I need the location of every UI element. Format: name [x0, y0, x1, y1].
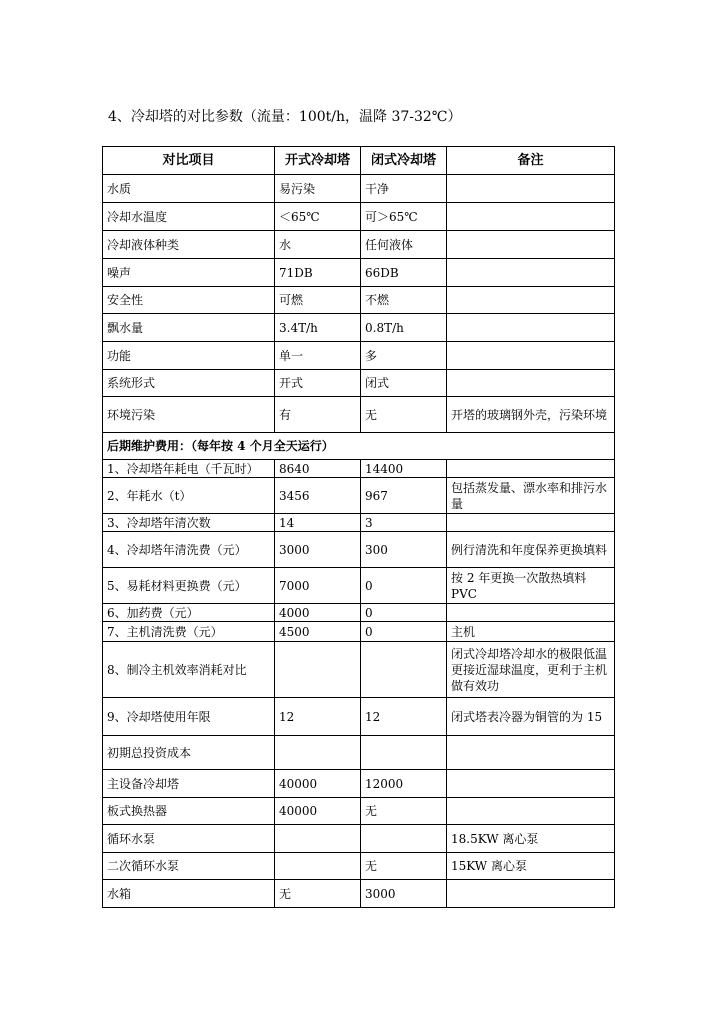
cell-open-tower: 71DB: [275, 259, 361, 287]
cell-item: 安全性: [103, 287, 275, 314]
cell-closed-tower: 不燃: [361, 287, 447, 314]
cell-item: 1、冷却塔年耗电（千瓦时）: [103, 460, 275, 478]
cell-closed-tower: 66DB: [361, 259, 447, 287]
cell-item: 初期总投资成本: [103, 736, 275, 770]
cell-item: 系统形式: [103, 370, 275, 397]
cell-closed-tower: 0: [361, 568, 447, 604]
table-row: [103, 880, 615, 908]
cell-remarks: [447, 259, 615, 287]
section-row-group: [103, 433, 615, 460]
header-row: [103, 147, 615, 175]
cell-closed-tower: [361, 736, 447, 770]
cell-open-tower: 易污染: [275, 175, 361, 203]
comparison-table: [102, 146, 615, 908]
cell-open-tower: 7000: [275, 568, 361, 604]
cell-remarks: 18.5KW 离心泵: [447, 825, 615, 853]
properties-rows: [103, 175, 615, 433]
cell-open-tower: 开式: [275, 370, 361, 397]
cell-item: 8、制冷主机效率消耗对比: [103, 642, 275, 698]
cell-remarks: 闭式冷却塔冷却水的极限低温更接近湿球温度，更利于主机做有效功: [447, 642, 615, 698]
table-row: [103, 342, 615, 370]
cell-closed-tower: 0.8T/h: [361, 314, 447, 342]
table-row: [103, 622, 615, 642]
table-row: [103, 825, 615, 853]
maintenance-rows: [103, 460, 615, 908]
table-row: [103, 370, 615, 397]
cell-remarks: [447, 514, 615, 532]
cell-open-tower: 8640: [275, 460, 361, 478]
cell-item: 2、年耗水（t）: [103, 478, 275, 514]
cell-closed-tower: 3000: [361, 880, 447, 908]
cell-item: 4、冷却塔年清洗费（元）: [103, 532, 275, 568]
cell-open-tower: [275, 736, 361, 770]
cell-closed-tower: 3: [361, 514, 447, 532]
cell-open-tower: 4000: [275, 604, 361, 622]
cell-open-tower: 水: [275, 231, 361, 259]
cell-closed-tower: 任何液体: [361, 231, 447, 259]
table-row: [103, 397, 615, 433]
cell-remarks: 包括蒸发量、漂水率和排污水量: [447, 478, 615, 514]
cell-open-tower: 有: [275, 397, 361, 433]
cell-open-tower: [275, 853, 361, 880]
cell-remarks: 按 2 年更换一次散热填料 PVC: [447, 568, 615, 604]
cell-remarks: 闭式塔表冷器为铜管的为 15: [447, 698, 615, 736]
cell-open-tower: 3000: [275, 532, 361, 568]
cell-closed-tower: 无: [361, 853, 447, 880]
cell-closed-tower: 300: [361, 532, 447, 568]
section-row: [103, 433, 615, 460]
cell-remarks: [447, 736, 615, 770]
cell-open-tower: 14: [275, 514, 361, 532]
table-row: [103, 736, 615, 770]
cell-closed-tower: 967: [361, 478, 447, 514]
cell-open-tower: 12: [275, 698, 361, 736]
cell-item: 二次循环水泵: [103, 853, 275, 880]
table-row: [103, 514, 615, 532]
cell-remarks: [447, 880, 615, 908]
cell-remarks: [447, 342, 615, 370]
cell-open-tower: 3456: [275, 478, 361, 514]
cell-closed-tower: 0: [361, 604, 447, 622]
cell-item: 7、主机清洗费（元）: [103, 622, 275, 642]
cell-closed-tower: 0: [361, 622, 447, 642]
cell-closed-tower: 无: [361, 397, 447, 433]
cell-remarks: 15KW 离心泵: [447, 853, 615, 880]
cell-open-tower: [275, 642, 361, 698]
cell-open-tower: ＜65℃: [275, 203, 361, 231]
table-row: [103, 698, 615, 736]
cell-open-tower: 4500: [275, 622, 361, 642]
cell-closed-tower: 无: [361, 798, 447, 825]
section-title: 后期维护费用：（每年按 4 个月全天运行）: [103, 433, 615, 460]
table-row: [103, 175, 615, 203]
cell-item: 3、冷却塔年清次数: [103, 514, 275, 532]
header-cell-item: 对比项目: [103, 147, 275, 175]
cell-open-tower: 3.4T/h: [275, 314, 361, 342]
cell-remarks: 例行清洗和年度保养更换填料: [447, 532, 615, 568]
table-row: [103, 642, 615, 698]
table-row: [103, 460, 615, 478]
cell-open-tower: 40000: [275, 798, 361, 825]
cell-remarks: [447, 203, 615, 231]
section-heading: 4、冷却塔的对比参数（流量：100t/h，温降 37-32℃）: [108, 109, 462, 125]
table-row: [103, 478, 615, 514]
cell-closed-tower: 干净: [361, 175, 447, 203]
cell-open-tower: [275, 825, 361, 853]
cell-item: 5、易耗材料更换费（元）: [103, 568, 275, 604]
table-row: [103, 203, 615, 231]
cell-item: 水箱: [103, 880, 275, 908]
cell-closed-tower: 可＞65℃: [361, 203, 447, 231]
cell-remarks: [447, 370, 615, 397]
table-row: [103, 853, 615, 880]
cell-item: 功能: [103, 342, 275, 370]
header-cell-open-tower: 开式冷却塔: [275, 147, 361, 175]
cell-item: 9、冷却塔使用年限: [103, 698, 275, 736]
cell-item: 循环水泵: [103, 825, 275, 853]
cell-item: 主设备冷却塔: [103, 770, 275, 798]
cell-item: 噪声: [103, 259, 275, 287]
cell-closed-tower: 14400: [361, 460, 447, 478]
cell-item: 冷却液体种类: [103, 231, 275, 259]
table-row: [103, 798, 615, 825]
table-row: [103, 314, 615, 342]
cell-open-tower: 无: [275, 880, 361, 908]
cell-remarks: [447, 460, 615, 478]
cell-remarks: 主机: [447, 622, 615, 642]
cell-remarks: [447, 175, 615, 203]
header-cell-remarks: 备注: [447, 147, 615, 175]
cell-closed-tower: [361, 642, 447, 698]
cell-remarks: [447, 231, 615, 259]
cell-item: 环境污染: [103, 397, 275, 433]
table-row: [103, 231, 615, 259]
cell-item: 板式换热器: [103, 798, 275, 825]
table-row: [103, 770, 615, 798]
cell-open-tower: 可燃: [275, 287, 361, 314]
table-row: [103, 604, 615, 622]
cell-closed-tower: 闭式: [361, 370, 447, 397]
cell-open-tower: 40000: [275, 770, 361, 798]
cell-remarks: [447, 770, 615, 798]
cell-item: 6、加药费（元）: [103, 604, 275, 622]
cell-closed-tower: 12000: [361, 770, 447, 798]
cell-item: 水质: [103, 175, 275, 203]
cell-item: 冷却水温度: [103, 203, 275, 231]
cell-remarks: 开塔的玻璃钢外壳，污染环境: [447, 397, 615, 433]
cell-remarks: [447, 314, 615, 342]
cell-remarks: [447, 287, 615, 314]
cell-open-tower: 单一: [275, 342, 361, 370]
table-row: [103, 568, 615, 604]
table-row: [103, 532, 615, 568]
cell-closed-tower: [361, 825, 447, 853]
table-row: [103, 259, 615, 287]
cell-closed-tower: 12: [361, 698, 447, 736]
cell-item: 飘水量: [103, 314, 275, 342]
cell-remarks: [447, 604, 615, 622]
header-cell-closed-tower: 闭式冷却塔: [361, 147, 447, 175]
cell-remarks: [447, 798, 615, 825]
cell-closed-tower: 多: [361, 342, 447, 370]
table-row: [103, 287, 615, 314]
